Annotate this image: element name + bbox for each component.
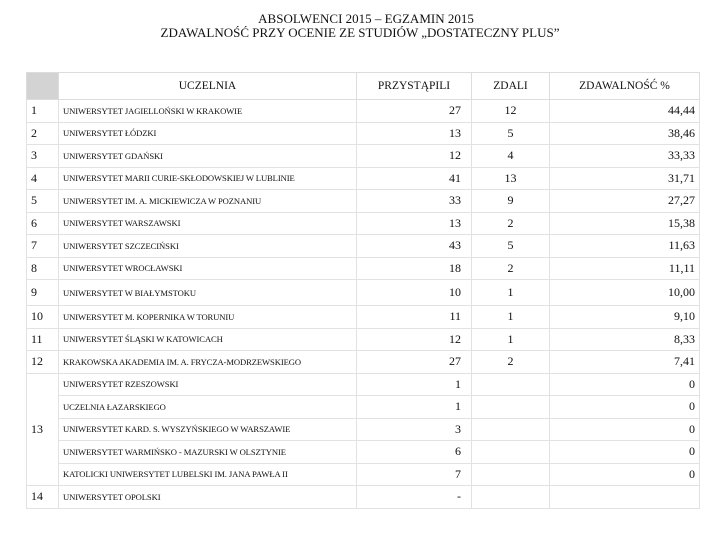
zdawalnosc-value: 0: [550, 396, 700, 419]
zdawalnosc-value: 0: [550, 441, 700, 464]
zdawalnosc-value: 11,63: [550, 235, 700, 258]
zdali-value: 9: [472, 190, 550, 213]
zdawalnosc-value: 44,44: [550, 100, 700, 123]
zdawalnosc-value: 0: [550, 373, 700, 396]
zdali-value: [472, 463, 550, 486]
university-name: UNIWERSYTET ŁÓDZKI: [59, 122, 357, 145]
header-row: [27, 73, 700, 100]
table-row: [27, 418, 700, 441]
table-row: [27, 280, 700, 306]
zdawalnosc-value: 10,00: [550, 280, 700, 306]
zdali-value: 5: [472, 235, 550, 258]
zdali-value: [472, 418, 550, 441]
zdali-value: 1: [472, 328, 550, 351]
university-name: UCZELNIA ŁAZARSKIEGO: [59, 396, 357, 419]
university-name: UNIWERSYTET WARSZAWSKI: [59, 212, 357, 235]
zdali-value: [472, 373, 550, 396]
university-name: UNIWERSYTET OPOLSKI: [59, 486, 357, 509]
przystapili-value: 18: [357, 257, 472, 280]
university-name: UNIWERSYTET MARII CURIE-SKŁODOWSKIEJ W LUBLINIE: [59, 167, 357, 190]
university-name: UNIWERSYTET RZESZOWSKI: [59, 373, 357, 396]
zdali-value: 13: [472, 167, 550, 190]
zdawalnosc-value: 31,71: [550, 167, 700, 190]
row-number: 13: [27, 373, 59, 486]
university-name: UNIWERSYTET M. KOPERNIKA W TORUNIU: [59, 306, 357, 329]
table-row: [27, 486, 700, 509]
zdali-value: 2: [472, 212, 550, 235]
zdali-value: 4: [472, 145, 550, 168]
przystapili-value: 27: [357, 351, 472, 374]
university-name: UNIWERSYTET JAGIELLOŃSKI W KRAKOWIE: [59, 100, 357, 123]
przystapili-value: 43: [357, 235, 472, 258]
zdawalnosc-value: 9,10: [550, 306, 700, 329]
zdawalnosc-value: 27,27: [550, 190, 700, 213]
university-name: UNIWERSYTET WROCŁAWSKI: [59, 257, 357, 280]
przystapili-value: 10: [357, 280, 472, 306]
table-row: [27, 257, 700, 280]
przystapili-value: 27: [357, 100, 472, 123]
table-row: [27, 235, 700, 258]
zdali-value: [472, 486, 550, 509]
header-zdawalnosc: ZDAWALNOŚĆ %: [550, 73, 700, 100]
table-row: [27, 122, 700, 145]
przystapili-value: 11: [357, 306, 472, 329]
przystapili-value: 41: [357, 167, 472, 190]
table-row: [27, 212, 700, 235]
zdawalnosc-value: 8,33: [550, 328, 700, 351]
zdali-value: [472, 441, 550, 464]
table-row: [27, 441, 700, 464]
table-row: [27, 145, 700, 168]
university-name: UNIWERSYTET GDAŃSKI: [59, 145, 357, 168]
university-name: UNIWERSYTET WARMIŃSKO - MAZURSKI W OLSZTYNIE: [59, 441, 357, 464]
zdali-value: 1: [472, 306, 550, 329]
row-number: 6: [27, 212, 59, 235]
slide-title: [0, 12, 720, 40]
przystapili-value: 3: [357, 418, 472, 441]
row-number: 1: [27, 100, 59, 123]
header-zdali: ZDALI: [472, 73, 550, 100]
title-line-1: ABSOLWENCI 2015 – EGZAMIN 2015: [258, 11, 474, 26]
university-name: UNIWERSYTET SZCZECIŃSKI: [59, 235, 357, 258]
row-number: 10: [27, 306, 59, 329]
university-name: UNIWERSYTET W BIAŁYMSTOKU: [59, 280, 357, 306]
zdawalnosc-value: 15,38: [550, 212, 700, 235]
university-name: KATOLICKI UNIWERSYTET LUBELSKI IM. JANA PAWŁA II: [59, 463, 357, 486]
row-number: 14: [27, 486, 59, 509]
zdali-value: 12: [472, 100, 550, 123]
przystapili-value: 12: [357, 145, 472, 168]
row-number: 4: [27, 167, 59, 190]
przystapili-value: -: [357, 486, 472, 509]
table-body: [27, 100, 700, 509]
row-number: 5: [27, 190, 59, 213]
zdawalnosc-value: 0: [550, 418, 700, 441]
zdawalnosc-value: [550, 486, 700, 509]
header-number: [27, 73, 59, 100]
przystapili-value: 13: [357, 212, 472, 235]
row-number: 8: [27, 257, 59, 280]
zdali-value: 5: [472, 122, 550, 145]
table-row: [27, 463, 700, 486]
table-row: [27, 396, 700, 419]
table-row: [27, 306, 700, 329]
przystapili-value: 12: [357, 328, 472, 351]
row-number: 12: [27, 351, 59, 374]
przystapili-value: 33: [357, 190, 472, 213]
zdali-value: 2: [472, 351, 550, 374]
row-number: 2: [27, 122, 59, 145]
zdawalnosc-value: 7,41: [550, 351, 700, 374]
row-number: 9: [27, 280, 59, 306]
table-row: [27, 100, 700, 123]
zdali-value: 2: [472, 257, 550, 280]
header-przystapili: PRZYSTĄPILI: [357, 73, 472, 100]
zdawalnosc-value: 38,46: [550, 122, 700, 145]
przystapili-value: 6: [357, 441, 472, 464]
results-table: [26, 72, 700, 509]
przystapili-value: 1: [357, 396, 472, 419]
university-name: UNIWERSYTET ŚLĄSKI W KATOWICACH: [59, 328, 357, 351]
university-name: UNIWERSYTET KARD. S. WYSZYŃSKIEGO W WARSZAWIE: [59, 418, 357, 441]
przystapili-value: 1: [357, 373, 472, 396]
title-line-2: ZDAWALNOŚĆ PRZY OCENIE ZE STUDIÓW „DOSTATECZNY PLUS”: [160, 25, 560, 40]
university-name: KRAKOWSKA AKADEMIA IM. A. FRYCZA-MODRZEWSKIEGO: [59, 351, 357, 374]
row-number: 7: [27, 235, 59, 258]
table-row: [27, 351, 700, 374]
zdali-value: 1: [472, 280, 550, 306]
university-name: UNIWERSYTET IM. A. MICKIEWICZA W POZNANIU: [59, 190, 357, 213]
zdawalnosc-value: 11,11: [550, 257, 700, 280]
przystapili-value: 13: [357, 122, 472, 145]
przystapili-value: 7: [357, 463, 472, 486]
row-number: 11: [27, 328, 59, 351]
zdali-value: [472, 396, 550, 419]
header-uczelnia: UCZELNIA: [59, 73, 357, 100]
table-row: [27, 373, 700, 396]
row-number: 3: [27, 145, 59, 168]
zdawalnosc-value: 33,33: [550, 145, 700, 168]
table-row: [27, 328, 700, 351]
table-row: [27, 190, 700, 213]
table-row: [27, 167, 700, 190]
zdawalnosc-value: 0: [550, 463, 700, 486]
